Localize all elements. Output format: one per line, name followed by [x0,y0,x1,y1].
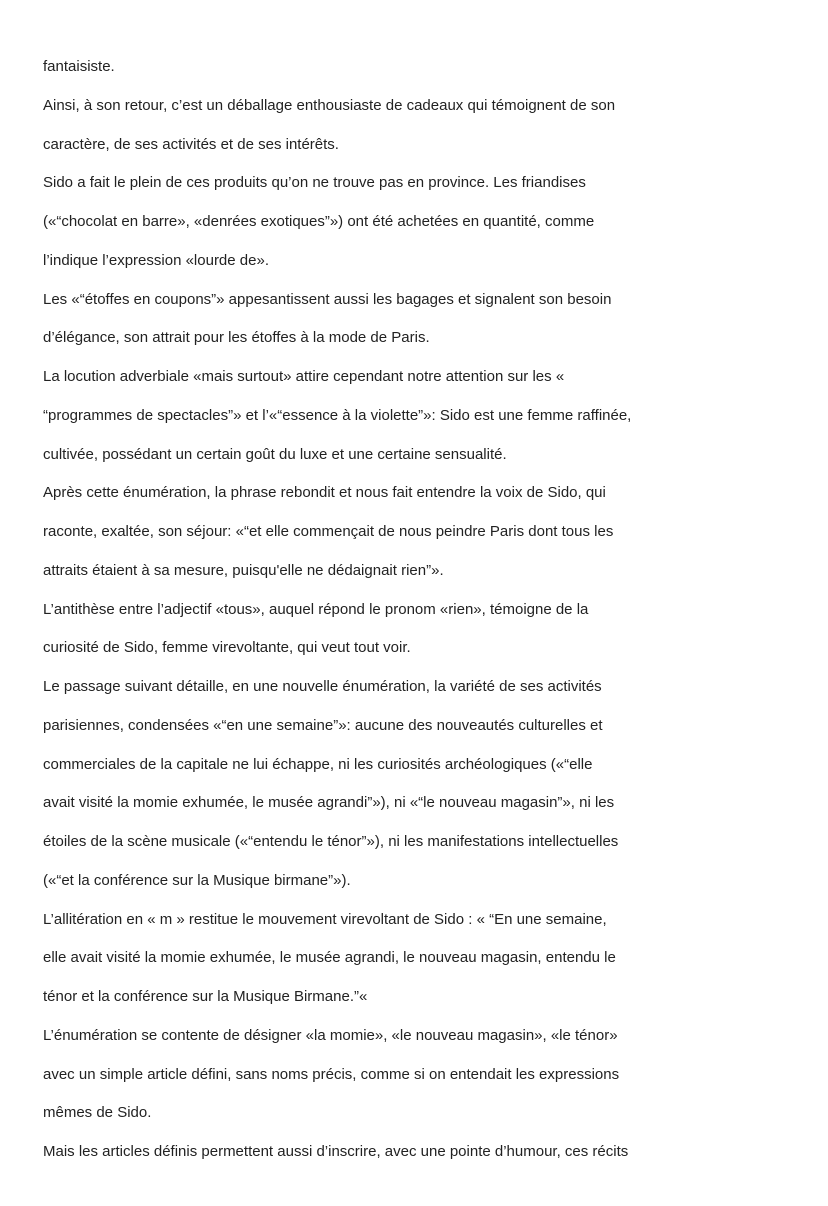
text-line: Sido a fait le plein de ces produits qu’on ne trouve pas en province. Les friandises [43,174,586,192]
text-line: raconte, exaltée, son séjour: «“et elle commençait de nous peindre Paris dont tous les [43,523,614,540]
text-line: mêmes de Sido. [43,1104,152,1122]
text-line: Les «“étoffes en coupons”» appesantissent aussi les bagages et signalent son besoin [43,290,612,308]
text-line: avait visité la momie exhumée, le musée agrandi”»), ni «“le nouveau magasin”», ni les [43,794,615,812]
text-line: d’élégance, son attrait pour les étoffes à la mode de Paris. [43,329,430,347]
text-line: “programmes de spectacles”» et l’«“essence à la violette”»: Sido est une femme raffinée, [43,406,632,424]
text-line: parisiennes, condensées «“en une semaine”»: aucune des nouveautés culturelles et [43,716,603,734]
text-line: Mais les articles définis permettent aussi d’inscrire, avec une pointe d’humour, ces récits [43,1143,629,1160]
text-line: Le passage suivant détaille, en une nouvelle énumération, la variété de ses activités [43,678,602,695]
text-line: fantaisiste. [43,58,115,75]
document-text [43,48,803,1172]
text-line: l’indique l’expression «lourde de». [43,251,269,269]
text-line: curiosité de Sido, femme virevoltante, qui veut tout voir. [43,639,411,657]
text-line: («“chocolat en barre», «denrées exotiques”») ont été achetées en quantité, comme [43,213,595,230]
text-line: elle avait visité la momie exhumée, le musée agrandi, le nouveau magasin, entendu le [43,949,616,967]
text-line: commerciales de la capitale ne lui échappe, ni les curiosités archéologiques («“elle [43,755,593,773]
text-line: L’énumération se contente de désigner «la momie», «le nouveau magasin», «le ténor» [43,1026,618,1044]
text-line: Après cette énumération, la phrase rebondit et nous fait entendre la voix de Sido, qui [43,484,606,502]
text-line: («“et la conférence sur la Musique birmane”»). [43,871,351,889]
text-line: caractère, de ses activités et de ses intérêts. [43,135,339,153]
text-line: L’antithèse entre l’adjectif «tous», auquel répond le pronom «rien», témoigne de la [43,600,589,618]
text-line: ténor et la conférence sur la Musique Birmane.”« [43,988,368,1005]
text-line: attraits étaient à sa mesure, puisqu'elle ne dédaignait rien”». [43,561,444,579]
text-line: L’allitération en « m » restitue le mouvement virevoltant de Sido : « “En une semaine, [43,910,607,928]
text-line: étoiles de la scène musicale («“entendu le ténor”»), ni les manifestations intellectuelles [43,833,619,850]
text-line: cultivée, possédant un certain goût du luxe et une certaine sensualité. [43,445,507,463]
text-line: avec un simple article défini, sans noms précis, comme si on entendait les expressions [43,1065,620,1083]
text-line: La locution adverbiale «mais surtout» attire cependant notre attention sur les « [43,368,565,385]
text-line: Ainsi, à son retour, c’est un déballage enthousiaste de cadeaux qui témoignent de son [43,96,616,114]
